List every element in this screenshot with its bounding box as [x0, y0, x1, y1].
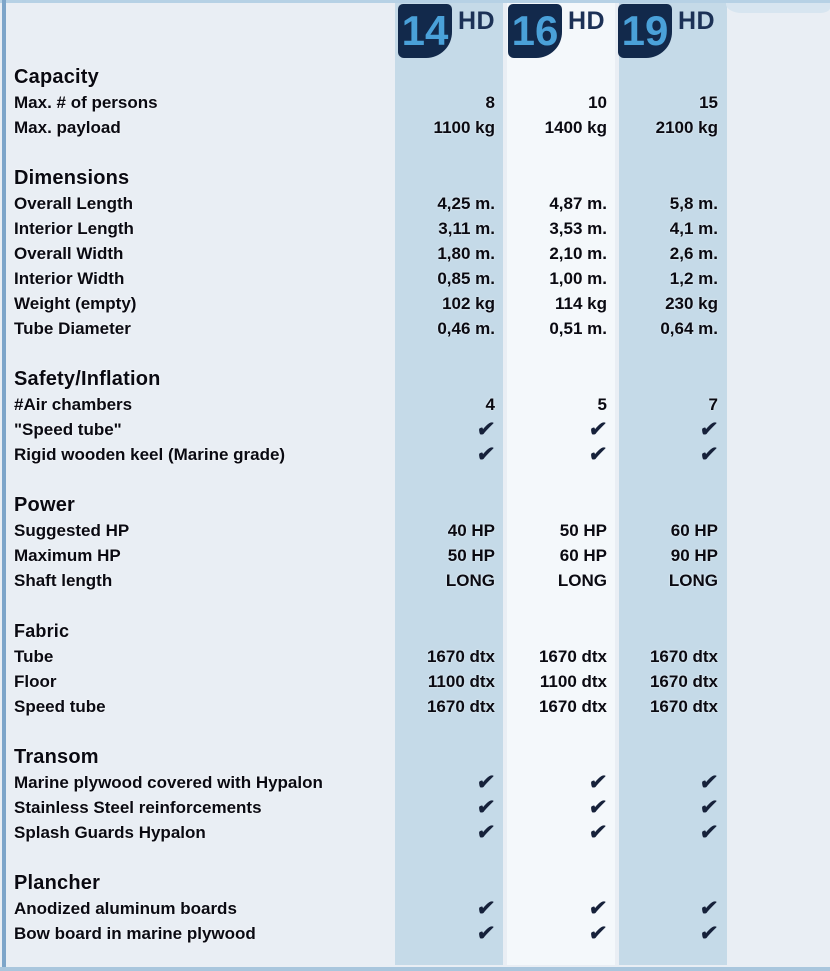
spec-row [0, 241, 830, 266]
section-title: Fabric [14, 621, 70, 641]
row-label: #Air chambers [14, 395, 133, 414]
row-label: Overall Length [14, 194, 134, 213]
check-glyph: ✔ [475, 796, 497, 819]
spec-section [0, 618, 830, 719]
check-icon [395, 896, 495, 921]
value-cell-16hd: 3,53 m. [549, 219, 607, 238]
check-glyph: ✔ [698, 922, 720, 945]
spec-row [0, 115, 830, 140]
value-cell-19hd: 4,1 m. [669, 219, 718, 238]
value-cell-19hd: 5,8 m. [669, 194, 718, 213]
check-icon [507, 417, 607, 442]
left-border [2, 0, 6, 971]
section-rows [0, 90, 830, 140]
model-suffix: HD [458, 7, 496, 35]
check-glyph: ✔ [587, 796, 609, 819]
row-label: Max. payload [14, 118, 121, 137]
section-title: Dimensions [14, 167, 130, 189]
check-glyph: ✔ [698, 897, 720, 920]
value-cell-14hd: 1670 dtx [426, 697, 495, 716]
value-cell-14hd: 102 kg [442, 294, 495, 313]
check-glyph: ✔ [475, 821, 497, 844]
check-glyph: ✔ [475, 771, 497, 794]
spec-row [0, 90, 830, 115]
check-icon [619, 770, 718, 795]
value-cell-16hd: 1,00 m. [549, 269, 607, 288]
check-glyph: ✔ [475, 443, 497, 466]
value-cell-19hd: 90 HP [670, 546, 718, 565]
value-cell-16hd: 4,87 m. [549, 194, 607, 213]
spec-row [0, 644, 830, 669]
value-cell-19hd: 1670 dtx [649, 672, 718, 691]
model-suffix: HD [678, 7, 716, 35]
check-glyph: ✔ [587, 443, 609, 466]
value-cell-16hd: LONG [557, 571, 607, 590]
section-title: Capacity [14, 66, 99, 88]
value-cell-16hd: 1670 dtx [538, 647, 607, 666]
section-rows [0, 392, 830, 467]
value-cell-19hd: LONG [668, 571, 718, 590]
top-border [0, 0, 830, 3]
value-cell-16hd: 1670 dtx [538, 697, 607, 716]
spec-row [0, 291, 830, 316]
value-cell-14hd: 8 [485, 93, 495, 112]
check-icon [507, 820, 607, 845]
check-icon [619, 417, 718, 442]
check-glyph: ✔ [698, 796, 720, 819]
check-icon [395, 770, 495, 795]
section-rows [0, 770, 830, 845]
check-icon [619, 820, 718, 845]
value-cell-14hd: LONG [445, 571, 495, 590]
spec-row [0, 770, 830, 795]
spec-table [0, 64, 830, 971]
check-glyph: ✔ [698, 418, 720, 441]
value-cell-19hd: 230 kg [665, 294, 718, 313]
spec-row [0, 669, 830, 694]
model-number: 14 [401, 7, 449, 54]
spec-row [0, 694, 830, 719]
section-rows [0, 191, 830, 341]
value-cell-19hd: 1,2 m. [669, 269, 718, 288]
value-cell-14hd: 4 [485, 395, 495, 414]
model-suffix: HD [568, 7, 606, 35]
spec-row [0, 795, 830, 820]
spec-section [0, 64, 830, 140]
check-icon [507, 770, 607, 795]
check-glyph: ✔ [587, 821, 609, 844]
check-icon [395, 921, 495, 946]
value-cell-14hd: 1,80 m. [437, 244, 495, 263]
spec-section [0, 492, 830, 593]
check-icon [619, 795, 718, 820]
check-icon [395, 795, 495, 820]
check-glyph: ✔ [475, 897, 497, 920]
value-cell-14hd: 1100 kg [433, 118, 495, 137]
value-cell-19hd: 60 HP [670, 521, 718, 540]
row-label: Floor [14, 672, 57, 691]
row-label: Max. # of persons [14, 93, 158, 112]
row-label: Tube Diameter [14, 319, 131, 338]
value-cell-14hd: 0,46 m. [437, 319, 495, 338]
section-rows [0, 896, 830, 946]
spec-row [0, 543, 830, 568]
row-label: Interior Width [14, 269, 125, 288]
check-glyph: ✔ [587, 897, 609, 920]
check-icon [619, 442, 718, 467]
row-label: Maximum HP [14, 546, 121, 565]
section-title: Plancher [14, 872, 101, 894]
spec-row [0, 216, 830, 241]
row-label: Splash Guards Hypalon [14, 823, 206, 842]
row-label: Interior Length [14, 219, 134, 238]
spec-row [0, 921, 830, 946]
row-label: Tube [14, 647, 54, 666]
value-cell-14hd: 3,11 m. [438, 219, 495, 238]
check-glyph: ✔ [587, 418, 609, 441]
row-label: "Speed tube" [14, 420, 122, 439]
check-glyph: ✔ [475, 418, 497, 441]
check-icon [507, 795, 607, 820]
model-number: 16 [511, 7, 559, 54]
spec-section [0, 366, 830, 467]
row-label: Marine plywood covered with Hypalon [14, 773, 323, 792]
model-number-box [618, 4, 672, 58]
check-icon [619, 921, 718, 946]
spec-row [0, 518, 830, 543]
model-badge-16hd [508, 4, 606, 58]
value-cell-14hd: 4,25 m. [437, 194, 495, 213]
value-cell-16hd: 1400 kg [544, 118, 607, 137]
spec-row [0, 896, 830, 921]
check-icon [395, 820, 495, 845]
spec-row [0, 417, 830, 442]
section-title: Power [14, 494, 76, 516]
spec-section [0, 744, 830, 845]
model-number-box [398, 4, 452, 58]
section-rows [0, 644, 830, 719]
value-cell-19hd: 2100 kg [655, 118, 718, 137]
spec-row [0, 266, 830, 291]
spec-row [0, 191, 830, 216]
value-cell-16hd: 5 [597, 395, 607, 414]
check-icon [507, 442, 607, 467]
value-cell-19hd: 15 [699, 93, 718, 112]
value-cell-19hd: 7 [708, 395, 718, 414]
row-label: Overall Width [14, 244, 124, 263]
section-title: Safety/Inflation [14, 368, 161, 390]
spec-row [0, 316, 830, 341]
spec-section [0, 165, 830, 341]
value-cell-14hd: 1670 dtx [426, 647, 495, 666]
check-icon [619, 896, 718, 921]
check-glyph: ✔ [698, 443, 720, 466]
value-cell-19hd: 1670 dtx [649, 647, 718, 666]
row-label: Speed tube [14, 697, 106, 716]
section-title: Transom [14, 746, 99, 768]
model-number-box [508, 4, 562, 58]
spec-row [0, 568, 830, 593]
check-icon [395, 442, 495, 467]
row-label: Stainless Steel reinforcements [14, 798, 262, 817]
value-cell-19hd: 2,6 m. [669, 244, 718, 263]
spec-row [0, 392, 830, 417]
row-label: Rigid wooden keel (Marine grade) [14, 445, 286, 464]
check-glyph: ✔ [587, 771, 609, 794]
value-cell-14hd: 0,85 m. [437, 269, 495, 288]
row-label: Anodized aluminum boards [14, 899, 237, 918]
value-cell-16hd: 60 HP [559, 546, 607, 565]
value-cell-16hd: 1100 dtx [539, 672, 607, 691]
row-label: Weight (empty) [14, 294, 137, 313]
spec-section [0, 870, 830, 946]
check-icon [507, 921, 607, 946]
value-cell-14hd: 50 HP [447, 546, 495, 565]
row-label: Bow board in marine plywood [14, 924, 256, 943]
value-cell-16hd: 0,51 m. [549, 319, 607, 338]
check-glyph: ✔ [587, 922, 609, 945]
check-glyph: ✔ [698, 771, 720, 794]
spec-row [0, 820, 830, 845]
check-icon [507, 896, 607, 921]
check-glyph: ✔ [698, 821, 720, 844]
model-badge-14hd [398, 4, 496, 58]
row-label: Shaft length [14, 571, 113, 590]
model-number: 19 [621, 7, 669, 54]
spec-row [0, 442, 830, 467]
value-cell-14hd: 40 HP [447, 521, 495, 540]
value-cell-19hd: 0,64 m. [660, 319, 718, 338]
value-cell-14hd: 1100 dtx [427, 672, 495, 691]
check-glyph: ✔ [475, 922, 497, 945]
value-cell-16hd: 2,10 m. [549, 244, 607, 263]
bottom-border [0, 967, 830, 971]
value-cell-16hd: 10 [588, 93, 607, 112]
section-rows [0, 518, 830, 593]
check-icon [395, 417, 495, 442]
value-cell-16hd: 114 kg [555, 294, 607, 313]
value-cell-19hd: 1670 dtx [649, 697, 718, 716]
row-label: Suggested HP [14, 521, 130, 540]
model-badge-19hd [618, 4, 716, 58]
value-cell-16hd: 50 HP [559, 521, 607, 540]
